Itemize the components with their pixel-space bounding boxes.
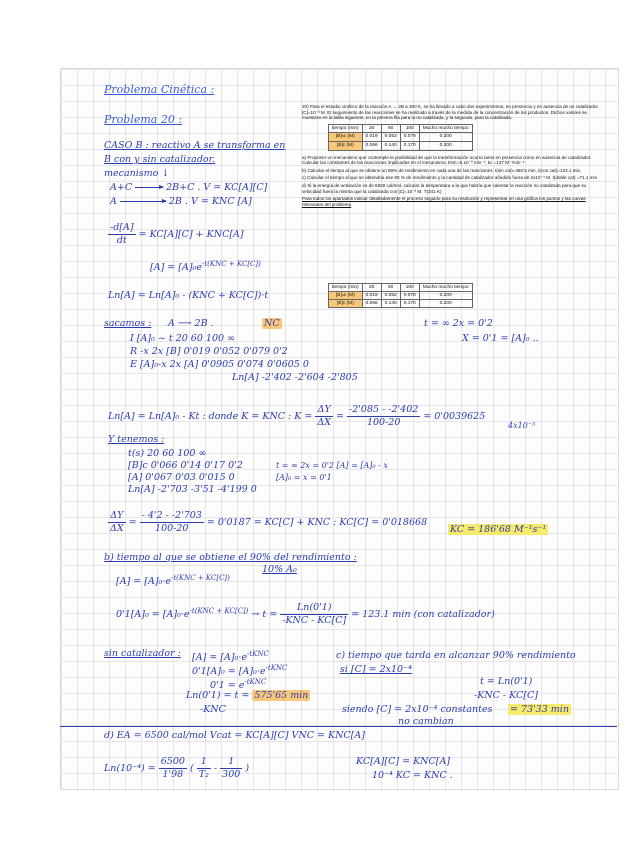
table-cell: 0.200 [419,133,472,142]
instructions-footer: Para todos los apartados indicar detalladamente el proceso seguido para su resolución y representar en una gráfica los puntos y las curvas relevantes del problema [302,196,586,207]
b-note: 10% A₀ [262,564,297,575]
rate-derivative-den: dt [116,235,127,246]
cat-row-b: [B]c 0'066 0'14 0'17 0'2 [128,460,243,471]
table-cell: 0.079 [400,133,419,142]
d-paren-close: ) [245,763,250,774]
d-right1: KC[A][C] = KNC[A] [356,756,451,767]
kc-fraction [108,510,126,535]
integrated-rate-law [150,258,261,274]
b-result: = 123.1 min [351,609,411,620]
mechanism-title: mecanismo ↓ [104,168,170,179]
kc-value-fraction [140,510,204,535]
cat-row-t: t(s) 20 60 100 ∞ [128,448,207,459]
table-header-row [329,284,473,292]
kc-equation: $\frac{\Delta Y}{\Delta X}$ = $\frac{- 4'2 - -2'703}{100-20}$ = 0'0187 = KC[C] + KNC : KC[C] = 0'018668 [110,510,428,534]
sc-eq2-exp: -tKNC [265,664,288,672]
b-result-note: (con catalizador) [413,609,495,620]
sc-den: -KNC [200,704,226,715]
y-tenemos-label: Y tenemos : [108,434,165,445]
mech-1-products: 2B+C . V = KC[A][C] [166,182,268,193]
kc-den: ΔX [110,523,124,534]
table-cell: 0.170 [400,300,419,308]
d-frac1-num: 6500 [160,756,185,767]
table-header: tiempo (min) [329,124,363,133]
table-header: Mucho mucho tiempo [419,284,472,292]
table-cell: 0.052 [381,133,400,142]
mechanism-step-2 [110,196,252,208]
sacamos-reaction: A ⟶ 2B . [168,318,214,329]
table-row [329,141,473,150]
kc-final-text: KC = 186'68 M⁻¹s⁻¹ [450,524,547,535]
cat-row-a: [A] 0'067 0'03 0'015 0 [128,472,235,483]
slope-den: ΔX [317,417,332,428]
d-frac3 [220,756,242,781]
b-fraction [280,602,348,627]
kc-final [448,524,548,536]
slope-value-num: -2'085 - -2'402 [349,404,419,415]
table-row-label: [B]ₙc (M) [329,133,363,142]
question-a: a) Proponer un mecanismo que contemple la posibilidad de que la transformación ocurra tanto en presencia como en ausencia de catalizador. Calcular las constantes de las reacciones implicadas en el mecanismo. kNC=5.10⁻³ min⁻¹; kc =137 M⁻¹min⁻¹ [302,154,592,166]
table-header: 100 [400,124,419,133]
b-eq2 [116,602,495,627]
page-title: Problema Cinética : [104,83,215,96]
b-eq1-exp: -t(KNC + KC[C]) [171,574,230,582]
kc-num: ΔY [108,510,126,523]
kc-value-den: 100-20 [155,523,189,534]
table-cell: 0.019 [362,292,381,300]
integ-base: [A] = [A]₀e [150,262,202,274]
sc-eq4-text: Ln(0'1) = t = [186,690,250,701]
rate-derivative-num: -d[A] [110,222,134,233]
mech-1-reactants: A+C [110,182,133,193]
table-row [329,292,473,300]
cat-row-a0: [A]₀ = x = 0'1 [276,473,332,482]
data-table-copy [328,283,473,308]
rate-law [108,222,244,247]
table-header-row [329,124,473,133]
nc-tag-text: NC [264,318,280,329]
question-c: c) Calcular el tiempo al que se obtendría ese 90 % de rendimiento y la cantidad de catalizador añadido fuera de 2x10⁻⁴ M. t(doble cat) =71.1 min [302,175,598,181]
d-frac1-den: 1'98 [162,769,184,780]
part-d-line: d) EA = 6500 cal/mol Vcat = KC[A][C] VNC = KNC[A] [104,730,365,741]
table-cell: 0.079 [400,292,419,300]
table-header: 60 [381,284,400,292]
b-eq2-t: → t = [251,609,278,620]
slope-num: ΔY [315,404,333,417]
table-header: 20 [362,124,381,133]
problem-statement: 20) Para el estudio cinético de la reacción A → 2B a 300 K, se ha llevado a cabo dos experimentos, en presencia y en ausencia de un catalizador [C]=10⁻³ M. El seguimiento de las reacciones se ha realizado a través de la medida de la concentración de los productos. Dichos valores se muestran en la tabla siguiente, en la primera fila para la no catalizada, y la segunda, para la catalizada. [302,104,598,121]
cat-row-tinf: t = ∞ 2x = 0'2 [A] = [A]₀ - x [276,461,388,470]
b-eq2-base: 0'1[A]₀ = [A]₀·e [116,609,190,620]
table-header: Mucho mucho tiempo [419,124,472,133]
sc-eq3-exp: -tKNC [244,678,267,686]
section-divider [60,726,617,727]
data-table [328,124,473,151]
slope-scientific: 4x10⁻³ [508,421,536,430]
b-eq2-exp: -t(KNC + KC[C]) [189,606,249,615]
d-ln: Ln(10⁻⁴) = [104,763,156,774]
table-cell: 0.052 [381,292,400,300]
d-minus: - [213,763,218,774]
ice-row-r: R -x 2x [B] 0'019 0'052 0'079 0'2 [130,346,288,357]
c-result [508,704,571,716]
x-value: X = 0'1 = [A]₀ .. [462,333,539,344]
table-row-label: [B]ₙc (M) [329,292,363,300]
integ-exponent: -t(KNC + KC[C]) [201,260,261,268]
c-si: si [C] = 2x10⁻⁴ [340,664,412,675]
table-cell: 0.200 [419,141,472,150]
c-nocamb: no cambian [398,716,454,727]
d-frac3-den: 300 [222,769,241,780]
table-cell: 0.019 [362,133,381,142]
case-b-line2: B con y sin catalizador. [104,154,216,165]
c-result-text: = 73'33 min [510,704,569,715]
sc-eq3-base: 0'1 = e [210,680,245,692]
ice-row-e: E [A]₀-x 2x [A] 0'0905 0'074 0'0605 0 [130,359,309,370]
slope-value-den: 100-20 [366,417,401,428]
t-infinity: t = ∞ 2x = 0'2 [424,318,493,329]
table-row-label: [B]c (M) [329,141,363,150]
arrow-icon [120,201,166,202]
sacamos-label: sacamos : [104,318,152,329]
c-siendo: siendo [C] = 2x10⁻⁴ constantes [342,704,493,715]
table-header: 100 [400,284,419,292]
sc-eq1-exp: -tKNC [247,650,269,658]
d-frac2-den: T₂ [198,769,209,780]
log-rate-law: Ln[A] = Ln[A]₀ - (KNC + KC[C])·t [108,290,269,301]
ice-row-i: I [A]₀ ~ t 20 60 100 ∞ [130,333,235,344]
rate-rhs: = KC[A][C] + KNC[A] [138,229,244,240]
table-row-label: [B]c (M) [329,300,363,308]
c-t: t = Ln(0'1) [480,676,533,687]
slope-value-fraction [347,404,420,429]
d-frac1 [159,756,187,781]
table-cell: 0.170 [400,141,419,150]
b-frac-den: -KNC - KC[C] [282,615,347,626]
table-header: 60 [381,124,400,133]
printed-problem [302,104,602,209]
kc-value-num: - 4'2 - -2'703 [141,510,202,521]
d-frac3-num: 1 [220,756,242,769]
question-d: d) Si la energía de activación es de 6500 cal/mol, calcular la temperatura a la que habría que calentar la reacción no catalizada para que su velocidad fuera la misma que la catalizada con [C]=10⁻³ M. T(341 K) [302,182,587,194]
part-b-title: b) tiempo al que se obtiene el 90% del rendimiento : [104,552,357,563]
case-b-line1: CASO B : reactivo A se transforma en [104,140,286,151]
ice-row-ln: Ln[A] -2'402 -2'604 -2'805 [232,372,358,383]
problem-number: Problema 20 : [104,113,183,126]
table-row [329,133,473,142]
table-cell: 0.200 [419,292,472,300]
table-cell: 0.066 [362,141,381,150]
table-cell: 0.200 [419,300,472,308]
sc-eq4 [186,690,310,702]
cat-row-ln: Ln[A] -2'703 -3'51 -4'199 0 [128,484,257,495]
slope-lhs: Ln[A] = Ln[A]₀ - Kt : donde K = KNC : K = [108,411,313,422]
table-header: 20 [362,284,381,292]
b-frac-num: Ln(0'1) [280,602,348,615]
b-eq1 [116,572,230,588]
sc-eq2-base: 0'1[A]₀ = [A]₀·e [192,666,266,678]
d-paren-open: ( [189,763,194,774]
d-frac2 [197,756,211,781]
table-header: tiempo (min) [329,284,363,292]
b-eq1-base: [A] = [A]₀·e [116,576,171,588]
part-c-title: c) tiempo que tarda en alcanzar 90% rendimiento [336,650,576,661]
table-cell: 0.066 [362,300,381,308]
table-cell: 0.140 [381,300,400,308]
d-right2: 10⁻⁴ KC = KNC . [372,770,453,781]
d-equation [104,756,249,781]
arrow-icon [135,187,163,188]
mech-2-reactant: A [110,196,117,207]
nc-tag [262,318,282,330]
d-frac2-num: 1 [197,756,211,769]
slope-fraction [315,404,333,429]
slope-equation [108,404,485,429]
table-cell: 0.140 [381,141,400,150]
sin-cat-label: sin catalizador : [104,648,181,659]
table-row [329,300,473,308]
question-b: b) Calcular el tiempo al que se obtiene un 90% de rendimiento en cada una de las reacciones. t(sin cat)=460.5 min, t(con cat)=123.1 min. [302,167,582,173]
mech-2-products: 2B . V = KNC [A] [168,196,252,207]
sc-result: 575'65 min [254,690,309,701]
mechanism-step-1 [110,182,267,194]
rate-derivative [108,222,136,247]
kc-result: = 0'0187 = KC[C] + KNC : KC[C] = 0'018668 [206,517,428,528]
c-t-den: -KNC - KC[C] [474,690,538,701]
slope-equals: = [336,411,345,422]
slope-result: = 0'0039625 [423,411,486,422]
sc-eq1-base: [A] = [A]₀·e [192,652,247,664]
